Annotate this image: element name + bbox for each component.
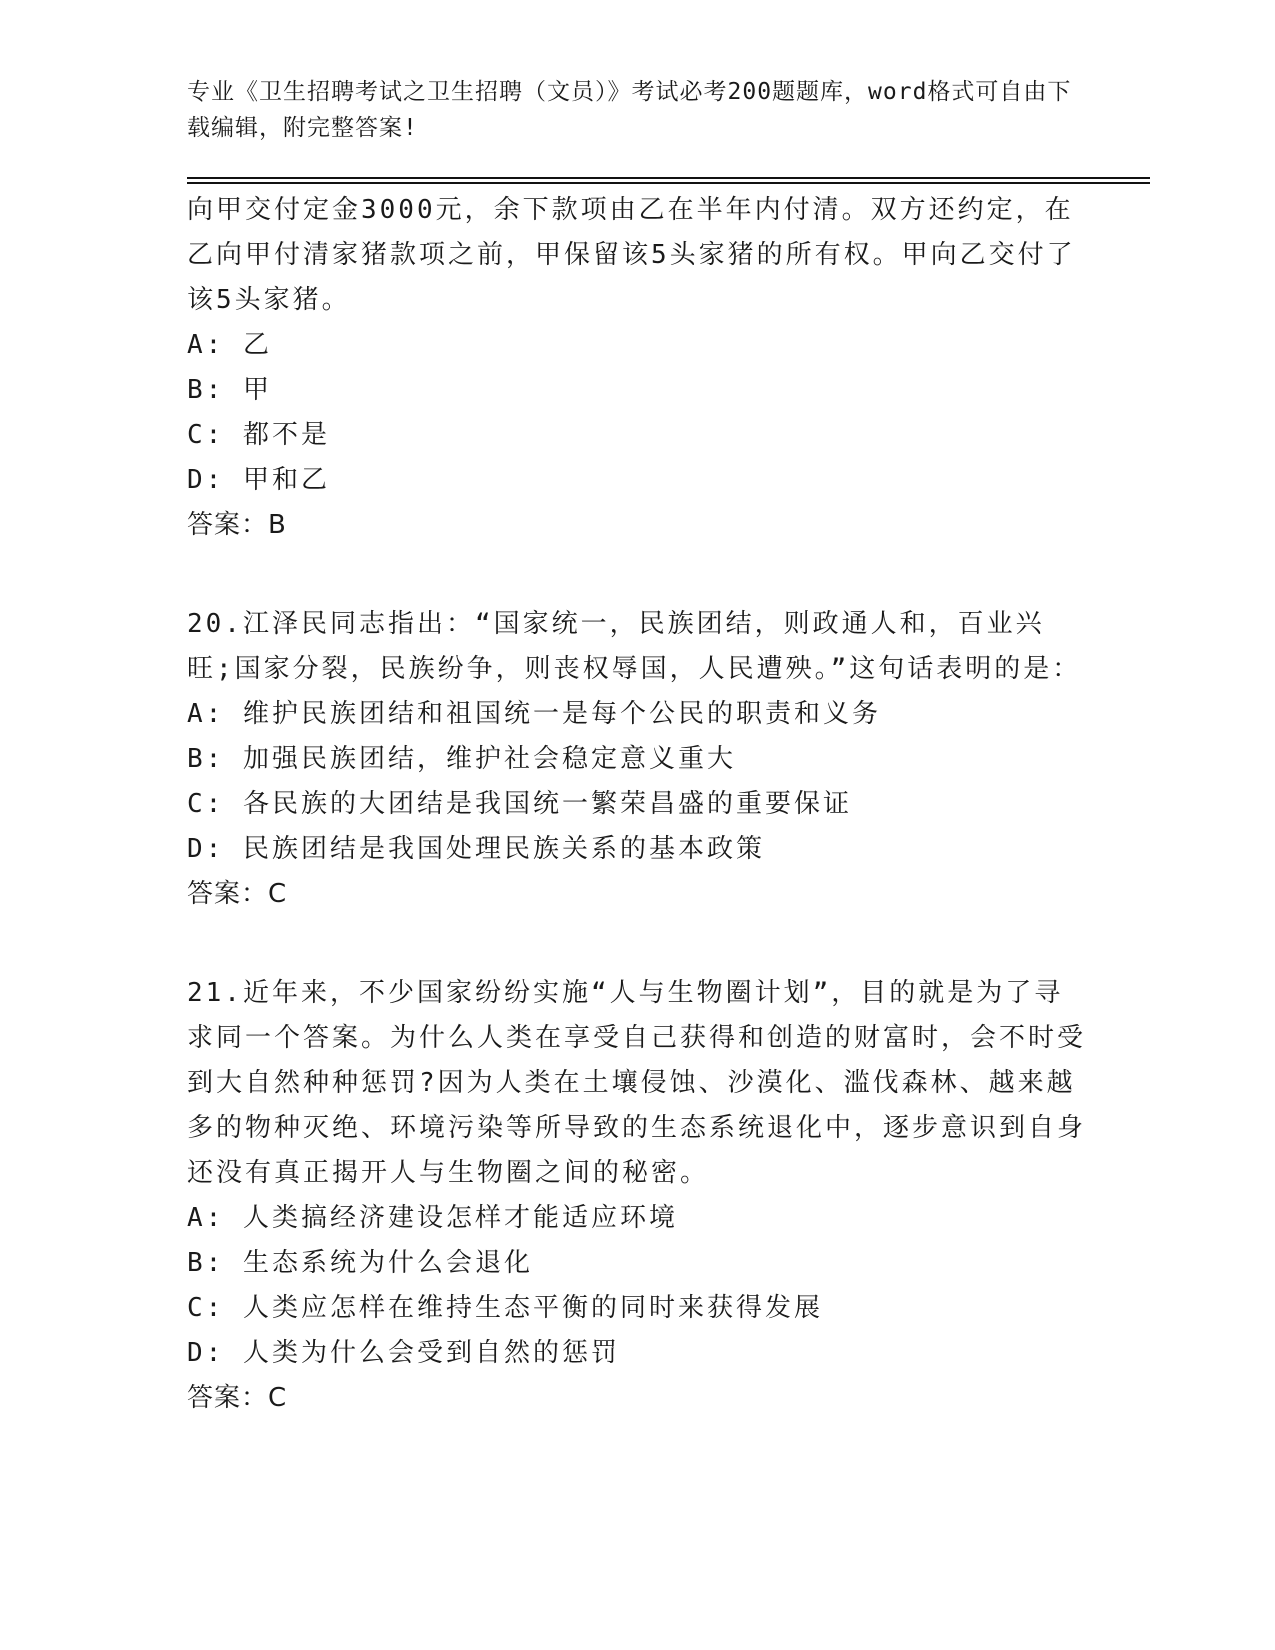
question-block [187,188,1087,548]
option-c [187,782,1087,827]
option-c [187,413,1087,458]
option-label: A: [187,699,225,729]
option-text: 甲和乙 [242,465,330,495]
option-label: A: [187,1203,225,1233]
option-text: 人类搞经济建设怎样才能适应环境 [242,1203,678,1233]
option-text: 各民族的大团结是我国统一繁荣昌盛的重要保证 [242,789,852,819]
option-text: 民族团结是我国处理民族关系的基本政策 [242,834,765,864]
option-text: 生态系统为什么会退化 [242,1248,533,1278]
option-a [187,692,1087,737]
option-text: 乙 [242,330,272,360]
option-b [187,1241,1087,1286]
option-label: C: [187,789,225,819]
option-label: D: [187,834,225,864]
question-text: 21.近年来，不少国家纷纷实施“人与生物圈计划”，目的就是为了寻求同一个答案。为什么人类在享受自己获得和创造的财富时，会不时受到大自然种种惩罚?因为人类在土壤侵蚀、沙漠化、滥伐森林、越来越多的物种灭绝、环境污染等所导致的生态系统退化中，逐步意识到自身还没有真正揭开人与生物圈之间的秘密。 [187,978,1087,1188]
option-text: 人类为什么会受到自然的惩罚 [242,1338,620,1368]
option-label: D: [187,465,225,495]
option-label: C: [187,420,225,450]
option-text: 人类应怎样在维持生态平衡的同时来获得发展 [242,1293,823,1323]
option-d [187,1331,1087,1376]
spacer [187,917,1087,971]
option-text: 加强民族团结，维护社会稳定意义重大 [242,744,736,774]
option-d [187,827,1087,872]
option-label: B: [187,744,225,774]
option-label: C: [187,1293,225,1323]
question-block [187,971,1087,1421]
option-label: D: [187,1338,225,1368]
option-a [187,1196,1087,1241]
option-c [187,1286,1087,1331]
option-label: A: [187,330,225,360]
question-block [187,602,1087,917]
option-text: 甲 [242,375,272,405]
header-title: 专业《卫生招聘考试之卫生招聘（文员）》考试必考200题题库，word格式可自由下载编辑，附完整答案! [187,79,1072,141]
document-header [187,74,1077,146]
answer-line: 答案：B [187,510,287,540]
option-d [187,458,1087,503]
option-b [187,368,1087,413]
option-label: B: [187,1248,225,1278]
header-divider-top [187,177,1150,179]
answer-line: 答案：C [187,879,288,909]
answer-line: 答案：C [187,1383,288,1413]
option-text: 维护民族团结和祖国统一是每个公民的职责和义务 [242,699,881,729]
option-label: B: [187,375,225,405]
spacer [187,548,1087,602]
question-text: 20.江泽民同志指出：“国家统一，民族团结，则政通人和，百业兴旺;国家分裂，民族纷争，则丧权辱国，人民遭殃。”这句话表明的是： [187,609,1082,684]
header-divider-bottom [187,182,1150,184]
question-list [187,188,1087,1421]
question-text: 向甲交付定金3000元，余下款项由乙在半年内付清。双方还约定，在乙向甲付清家猪款项之前，甲保留该5头家猪的所有权。甲向乙交付了该5头家猪。 [187,195,1076,315]
option-b [187,737,1087,782]
option-a [187,323,1087,368]
option-text: 都不是 [242,420,330,450]
